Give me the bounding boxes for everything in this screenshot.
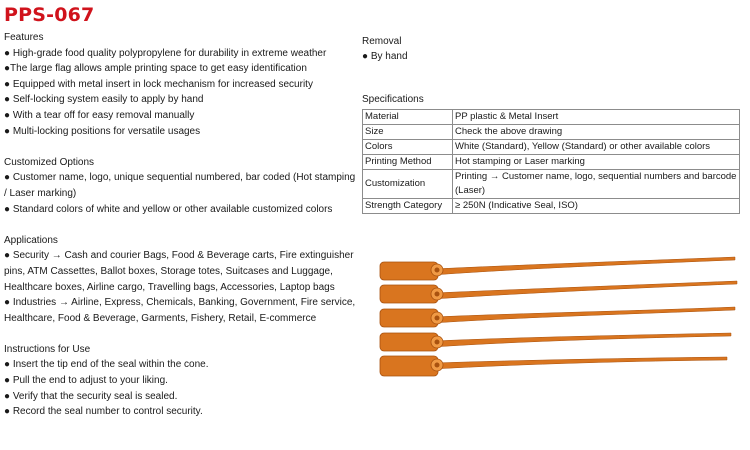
- spec-value: ≥ 250N (Indicative Seal, ISO): [453, 199, 740, 214]
- table-row: [363, 199, 740, 214]
- instruction-item: ● Verify that the security seal is sealed.: [4, 390, 178, 402]
- feature-item: ● With a tear off for easy removal manually: [4, 109, 195, 121]
- seal-group: [380, 257, 737, 376]
- specifications-heading: Specifications: [362, 94, 424, 105]
- table-row: [363, 125, 740, 140]
- seal-1: [380, 257, 735, 280]
- spec-value: PP plastic & Metal Insert: [453, 110, 740, 125]
- table-row: [363, 155, 740, 170]
- product-title: PPS-067: [4, 4, 95, 26]
- removal-heading: Removal: [362, 36, 402, 47]
- instruction-item: ● Pull the end to adjust to your liking.: [4, 375, 168, 387]
- spec-value: Check the above drawing: [453, 125, 740, 140]
- seal-2: [380, 281, 737, 303]
- removal-item: ● By hand: [362, 51, 408, 62]
- application-item: ● Security → Cash and courier Bags, Food & Beverage carts, Fire extinguisher pins, ATM Cassettes, Ballot boxes, Storage totes, Suitcases and Luggage, Healthcare boxes, Airline cargo, Travelling bags, Accessories, Laptop bags: [4, 250, 354, 293]
- instruction-item: ● Record the seal number to control security.: [4, 406, 203, 418]
- instructions-heading: Instructions for Use: [4, 343, 91, 355]
- table-row: [363, 170, 740, 199]
- spec-key: Customization: [363, 170, 453, 199]
- instruction-item: ● Insert the tip end of the seal within the cone.: [4, 359, 209, 371]
- specifications-table: [362, 109, 740, 214]
- spec-key: Printing Method: [363, 155, 453, 170]
- applications-section: [4, 233, 359, 327]
- feature-item: ● Multi-locking positions for versatile usages: [4, 125, 201, 137]
- spec-key: Size: [363, 125, 453, 140]
- right-column: [362, 34, 742, 214]
- product-photo-seals: [375, 255, 740, 385]
- seal-4: [380, 333, 731, 351]
- feature-item: ● High-grade food quality polypropylene for durability in extreme weather: [4, 47, 327, 59]
- customized-item: ● Standard colors of white and yellow or other available customized colors: [4, 203, 333, 215]
- spec-value: White (Standard), Yellow (Standard) or other available colors: [453, 140, 740, 155]
- feature-item: ●The large flag allows ample printing space to get easy identification: [4, 63, 307, 75]
- features-heading: Features: [4, 32, 44, 43]
- customized-section: [4, 155, 359, 217]
- feature-item: ● Self-locking system easily to apply by hand: [4, 94, 204, 106]
- spec-key: Strength Category: [363, 199, 453, 214]
- spec-key: Colors: [363, 140, 453, 155]
- table-row: [363, 110, 740, 125]
- feature-item: ● Equipped with metal insert in lock mechanism for increased security: [4, 78, 313, 90]
- seal-3: [380, 307, 735, 327]
- spec-value: Printing → Customer name, logo, sequential numbers and barcode (Laser): [453, 170, 740, 199]
- left-column: [4, 30, 359, 435]
- table-row: [363, 140, 740, 155]
- spec-value: Hot stamping or Laser marking: [453, 155, 740, 170]
- seal-5: [380, 356, 727, 376]
- customized-heading: Customized Options: [4, 156, 95, 168]
- instructions-section: [4, 342, 359, 420]
- customized-item: ● Customer name, logo, unique sequential numbered, bar coded (Hot stamping / Laser marking): [4, 172, 356, 199]
- features-section: [4, 30, 359, 139]
- applications-heading: Applications: [4, 234, 58, 246]
- spec-key: Material: [363, 110, 453, 125]
- application-item: ● Industries → Airline, Express, Chemicals, Banking, Government, Fire service, Healthcare, Food & Beverage, Garments, Fishery, Retail, E-commerce: [4, 297, 356, 324]
